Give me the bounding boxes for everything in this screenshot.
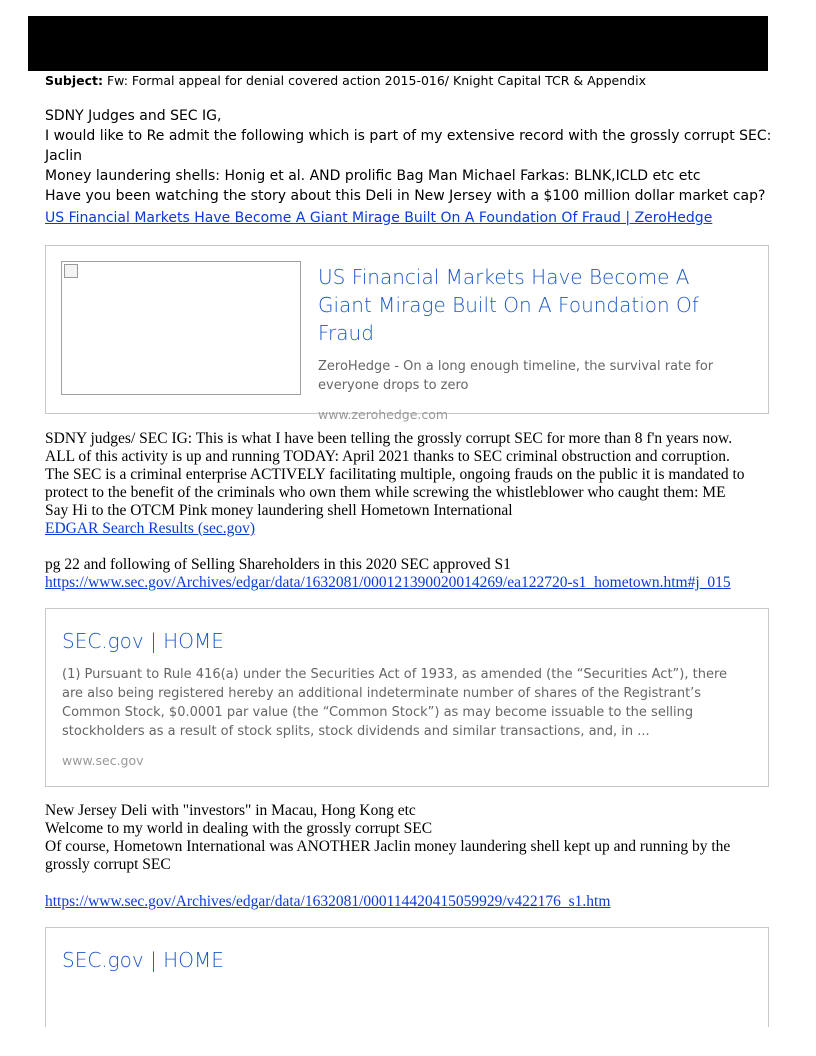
body-paragraph-4 (45, 893, 785, 911)
body-line: SDNY judges/ SEC IG: This is what I have been telling the grossly corrupt SEC for more than 8 f'n years now. (45, 430, 733, 447)
card-description: (1) Pursuant to Rule 416(a) under the Securities Act of 1933, as amended (the “Securities Act”), there are also being registered hereby an additional indeterminate number of shares of the Registrant’s Common Stock, $0.0001 par value (the “Common Stock”) as may become issuable to the selling stockholders as a result of stock splits, stock dividends and similar transactions, and, in ... (62, 667, 728, 739)
card-domain: www.sec.gov (62, 753, 144, 768)
body-line: pg 22 and following of Selling Shareholders in this 2020 SEC approved S1 (45, 556, 511, 573)
zerohedge-link[interactable]: US Financial Markets Have Become A Giant Mirage Built On A Foundation Of Fraud | ZeroHedge (45, 210, 713, 226)
intro-line: Money laundering shells: Honig et al. AND prolific Bag Man Michael Farkas: BLNK,ICLD etc etc (45, 168, 701, 184)
card-domain: www.zerohedge.com (318, 407, 449, 422)
sec-s1-link-2020[interactable]: https://www.sec.gov/Archives/edgar/data/1632081/000121390020014269/ea122720-s1_hometown.htm#j_015 (45, 574, 731, 591)
edgar-search-link[interactable]: EDGAR Search Results (sec.gov) (45, 520, 256, 537)
body-paragraph-2 (45, 556, 785, 592)
link-preview-card-sec[interactable] (45, 608, 769, 787)
body-line: Of course, Hometown International was ANOTHER Jaclin money laundering shell kept up and running by the (45, 838, 731, 855)
card-title[interactable]: SEC.gov | HOME (62, 948, 224, 972)
preview-thumbnail (61, 261, 301, 395)
email-subject (45, 73, 646, 88)
card-description: ZeroHedge - On a long enough timeline, the survival rate for everyone drops to zero (318, 359, 714, 393)
intro-line: SDNY Judges and SEC IG, (45, 108, 222, 124)
body-line: protect to the benefit of the criminals who own them while screwing the whistleblower who caught them: ME (45, 484, 726, 501)
subject-label: Subject: (45, 73, 103, 88)
zerohedge-link-line (45, 208, 785, 228)
body-paragraph-1 (45, 430, 785, 538)
body-line: grossly corrupt SEC (45, 856, 171, 873)
intro-line: I would like to Re admit the following which is part of my extensive record with the grossly corrupt SEC: Jaclin (45, 128, 772, 164)
body-line: New Jersey Deli with "investors" in Macau, Hong Kong etc (45, 802, 416, 819)
card-title[interactable]: US Financial Markets Have Become A Giant Mirage Built On A Foundation Of Fraud (318, 265, 699, 345)
broken-image-icon (64, 264, 78, 278)
intro-paragraph (45, 106, 785, 206)
body-line: Welcome to my world in dealing with the grossly corrupt SEC (45, 820, 433, 837)
redacted-header-block (28, 16, 768, 71)
sec-s1-link-2015[interactable]: https://www.sec.gov/Archives/edgar/data/1632081/000114420415059929/v422176_s1.htm (45, 893, 611, 910)
body-paragraph-3 (45, 802, 785, 874)
body-line: The SEC is a criminal enterprise ACTIVELY facilitating multiple, ongoing frauds on the public it is mandated to (45, 466, 745, 483)
body-line: Say Hi to the OTCM Pink money laundering shell Hometown International (45, 502, 513, 519)
subject-text: Fw: Formal appeal for denial covered action 2015-016/ Knight Capital TCR & Appendix (106, 73, 646, 88)
body-line: ALL of this activity is up and running TODAY: April 2021 thanks to SEC criminal obstruction and corruption. (45, 448, 730, 465)
card-title[interactable]: SEC.gov | HOME (62, 629, 224, 653)
intro-line: Have you been watching the story about this Deli in New Jersey with a $100 million dollar market cap? (45, 188, 766, 204)
link-preview-card-zerohedge[interactable] (45, 245, 769, 422)
link-preview-card-sec-2[interactable] (45, 927, 769, 1027)
